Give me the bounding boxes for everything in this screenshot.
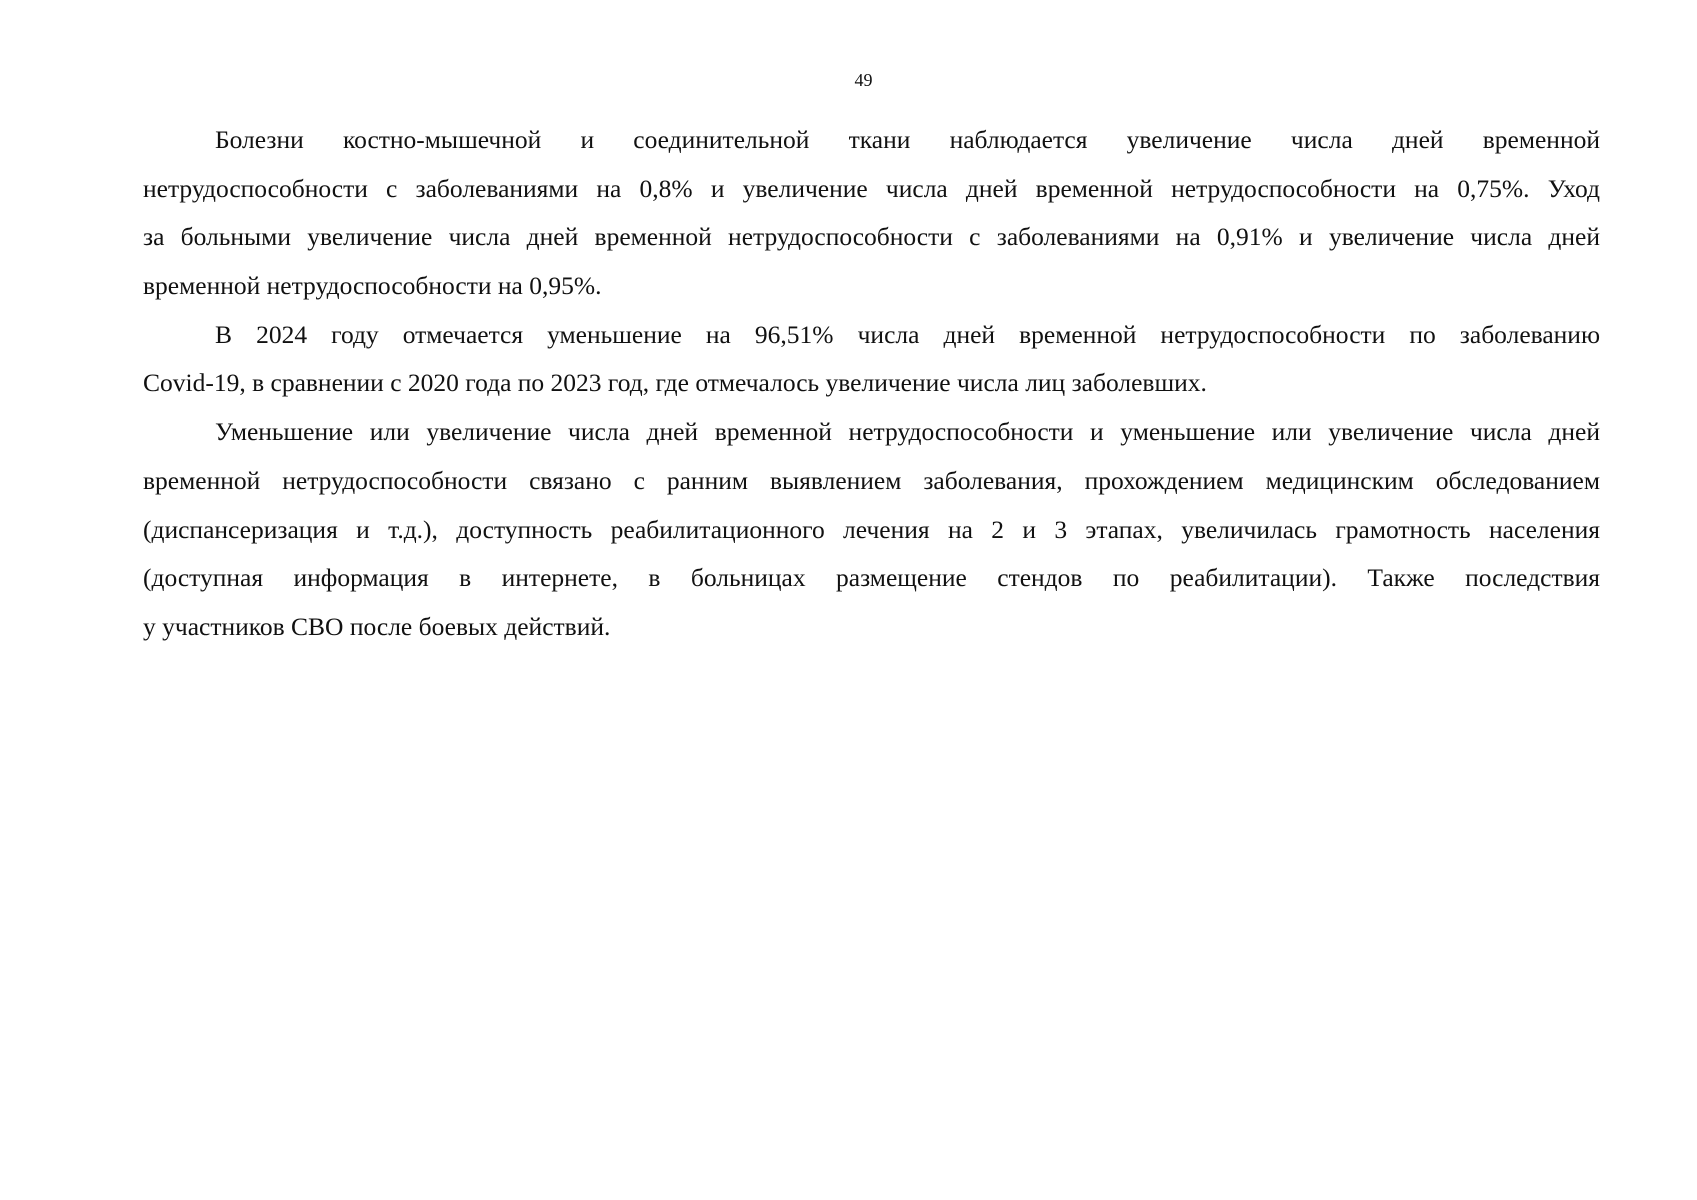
text-line: временной нетрудоспособности на 0,95%. (143, 271, 602, 301)
text-line: (диспансеризация и т.д.), доступность реабилитационного лечения на 2 и 3 этапах, увеличилась грамотность населения (143, 514, 1600, 544)
text-line: (доступная информация в интернете, в больницах размещение стендов по реабилитации). Также последствия (143, 563, 1600, 593)
document-body (143, 116, 1600, 652)
page-number: 49 (854, 70, 873, 90)
text-line: за больными увеличение числа дней временной нетрудоспособности с заболеваниями на 0,91% и увеличение числа дней (143, 222, 1600, 252)
text-line: временной нетрудоспособности связано с ранним выявлением заболевания, прохождением медицинским обследованием (143, 465, 1600, 495)
paragraph-musculoskeletal (143, 116, 1600, 311)
text-line: Болезни костно-мышечной и соединительной ткани наблюдается увеличение числа дней временной (215, 125, 1600, 154)
text-line: Covid-19, в сравнении с 2020 года по 2023 год, где отмечалось увеличение числа лиц заболевших. (143, 368, 1207, 398)
text-line: у участников СВО после боевых действий. (143, 611, 611, 641)
paragraph-covid (143, 311, 1600, 408)
paragraph-causes (143, 408, 1600, 651)
text-line: В 2024 году отмечается уменьшение на 96,51% числа дней временной нетрудоспособности по заболеванию (215, 319, 1600, 349)
text-line: Уменьшение или увеличение числа дней временной нетрудоспособности и уменьшение или увеличение числа дней (215, 417, 1600, 447)
text-line: нетрудоспособности с заболеваниями на 0,8% и увеличение числа дней временной нетрудоспособности на 0,75%. Уход (143, 173, 1600, 203)
